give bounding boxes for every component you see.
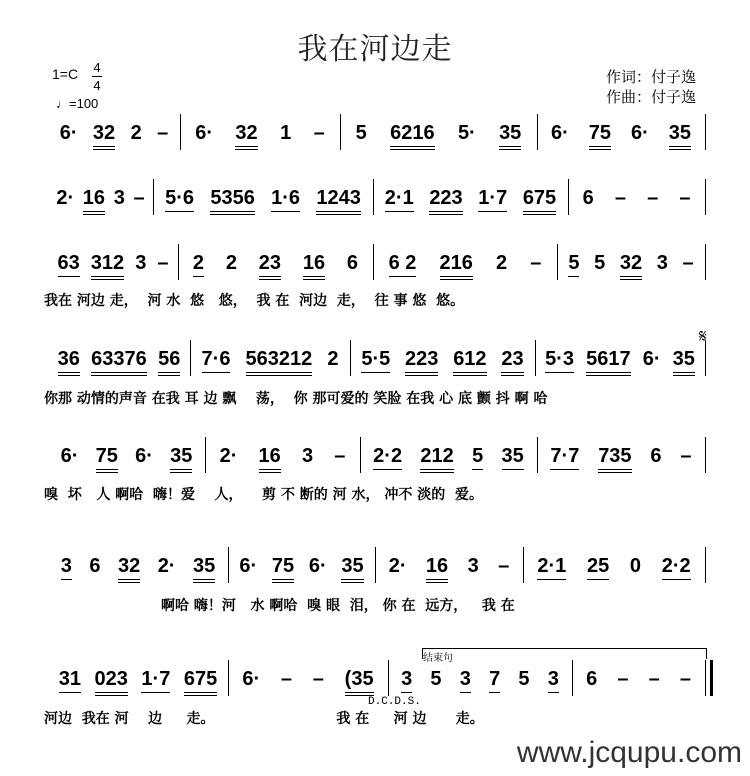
note-group: – [647, 187, 659, 209]
measure [541, 445, 701, 475]
segno-sign: 𝄋 [699, 326, 707, 346]
note-group: 3 [548, 668, 559, 693]
dcds-marking: D.C.D.S. [368, 696, 421, 708]
watermark: www.jcqupu.com [516, 736, 742, 769]
note-group: – [313, 122, 325, 144]
note-group: 6 2 [389, 252, 417, 277]
note-group: 6· [642, 348, 661, 370]
note-group: – [334, 445, 346, 467]
measure [377, 187, 564, 217]
song-title: 我在河边走 [297, 32, 453, 67]
ending-label: 结束句 [423, 653, 453, 664]
note-group: 5 [518, 668, 530, 690]
note-group: 35 [669, 122, 691, 150]
note-group: 32 [93, 122, 115, 150]
measure [157, 187, 369, 217]
note-group: 25 [587, 555, 609, 580]
note-group: 2· [388, 555, 407, 577]
note-group: 2· [56, 187, 75, 209]
note-group: 56 [158, 348, 180, 376]
tempo-marking: ♩=100 [56, 96, 99, 111]
note-group: 3 [401, 668, 412, 693]
note-group: 7·6 [202, 348, 231, 373]
bar-line [557, 244, 558, 280]
bar-line [537, 114, 538, 150]
note-group: – [312, 668, 324, 690]
bar-line [705, 179, 706, 215]
note-group: 7·7 [550, 445, 579, 470]
note-group: 675 [184, 668, 217, 696]
note-group: 23 [259, 252, 281, 280]
measure [572, 187, 701, 217]
note-group: 2 [327, 348, 339, 370]
bar-line [388, 660, 389, 696]
measure [52, 445, 201, 475]
measure [377, 252, 553, 282]
measure [52, 668, 224, 698]
note-group: – [617, 668, 629, 690]
score-system [48, 668, 708, 698]
note-group: 2·2 [373, 445, 402, 470]
bar-line [153, 179, 154, 215]
note-group: – [679, 668, 691, 690]
note-group: 223 [405, 348, 438, 376]
bar-line [523, 547, 524, 583]
note-group: – [614, 187, 626, 209]
measure [52, 122, 176, 152]
note-group: 5 [594, 252, 606, 274]
note-group: 6 [346, 252, 359, 274]
note-group: 6· [550, 122, 569, 144]
note-group: 16 [83, 187, 105, 215]
note-group: – [498, 555, 510, 577]
bar-line [705, 437, 706, 473]
measure [364, 445, 533, 475]
note-group: 2 [496, 252, 508, 274]
bar-line [535, 340, 536, 376]
note-group: 6· [308, 555, 327, 577]
note-group: 5·6 [165, 187, 194, 212]
ending-bracket [422, 648, 707, 664]
note-group: 3 [467, 555, 479, 577]
note-group: 023 [95, 668, 128, 696]
note-group: 36 [58, 348, 80, 376]
note-group: 35 [193, 555, 215, 583]
note-group: 5 [355, 122, 367, 144]
score-system [48, 252, 708, 282]
note-group: – [648, 668, 660, 690]
note-group: 23 [501, 348, 523, 376]
bar-line [350, 340, 351, 376]
note-group: 2·1 [385, 187, 414, 212]
note-group: 1·7 [478, 187, 507, 212]
note-group: 223 [429, 187, 462, 215]
measure [209, 445, 356, 475]
measure [561, 252, 701, 282]
note-group: – [157, 122, 169, 144]
bar-line [373, 179, 374, 215]
credits [606, 68, 696, 108]
measure [232, 668, 384, 698]
time-bottom: 4 [93, 78, 101, 93]
bar-line [568, 179, 569, 215]
note-group: 2· [219, 445, 238, 467]
lyric-line: 我在 河边 走， 河 水 悠 悠， 我 在 河边 走， 往 事 悠 悠。 [44, 293, 465, 309]
note-group: 3 [135, 252, 147, 274]
note-group: 6 [89, 555, 101, 577]
note-group: 6· [59, 122, 78, 144]
note-group: 2·2 [662, 555, 691, 580]
note-group: 6· [242, 668, 261, 690]
note-group: 216 [440, 252, 473, 280]
note-group: (35 [345, 668, 374, 696]
measure [52, 187, 149, 217]
note-group: 2·1 [537, 555, 566, 580]
time-divider [92, 76, 102, 77]
bar-line [228, 547, 229, 583]
bar-line [205, 437, 206, 473]
score-system [48, 445, 708, 475]
measure [194, 348, 346, 378]
lyric-line: 嗅 坏 人 啊哈 嗨！爱 人， 剪 不 断的 河 水， 冲不 淡的 爱。 [44, 487, 483, 503]
note-group: 563212 [246, 348, 313, 376]
note-group: 5 [568, 252, 579, 277]
note-group: – [280, 668, 293, 690]
note-group: 1 [280, 122, 292, 144]
note-group: 6· [195, 122, 213, 144]
measure [52, 555, 224, 585]
note-group: 35 [499, 122, 521, 150]
note-group: 35 [341, 555, 363, 583]
note-group: 6· [60, 445, 79, 467]
measure [182, 252, 369, 282]
measure [541, 122, 701, 152]
bar-line [705, 114, 706, 150]
bar-line [705, 244, 706, 280]
note-group: 35 [170, 445, 192, 473]
measure [392, 668, 568, 698]
note-group: – [133, 187, 145, 209]
measure [232, 555, 371, 585]
note-group: 32 [235, 122, 257, 150]
measure [52, 252, 174, 282]
lyric-line: 啊哈 嗨！河 水 啊哈 嗅 眼 泪， 你 在 远方， 我 在 [44, 598, 515, 614]
note-group: 6 [586, 668, 598, 690]
note-group: – [680, 445, 692, 467]
note-group: 16 [259, 445, 281, 473]
note-group: 5 [472, 445, 483, 470]
note-group: 6 [582, 187, 594, 209]
note-group: 16 [426, 555, 448, 583]
key-signature: 1=C [52, 66, 79, 82]
note-group: 6216 [390, 122, 435, 150]
note-group: 675 [523, 187, 556, 215]
note-group: 6· [135, 445, 153, 467]
measure [344, 122, 533, 152]
score-system [48, 187, 708, 217]
note-group: 2 [193, 252, 204, 277]
bar-line [190, 340, 191, 376]
note-group: 2 [225, 252, 237, 274]
time-signature [92, 60, 102, 93]
measure [52, 348, 186, 378]
note-group: 2· [157, 555, 176, 577]
note-group: 312 [91, 252, 124, 280]
note-group: 63 [58, 252, 80, 277]
note-group: 35 [673, 348, 695, 376]
note-group: 75 [272, 555, 294, 583]
note-group: 3 [61, 555, 72, 580]
note-group: 735 [598, 445, 631, 473]
score-system [48, 122, 708, 152]
note-group: 5·3 [545, 348, 574, 373]
score-system [48, 555, 708, 585]
measure [539, 348, 701, 378]
note-group: 1·7 [141, 668, 170, 693]
note-group: 6· [630, 122, 649, 144]
note-group: – [682, 252, 694, 274]
note-group: 7 [489, 668, 500, 693]
bar-line [228, 660, 229, 696]
note-group: 5· [457, 122, 476, 144]
measure [379, 555, 519, 585]
note-group: – [530, 252, 542, 274]
note-group: – [679, 187, 691, 209]
note-group: 1·6 [271, 187, 300, 212]
note-group: 3 [656, 252, 668, 274]
bar-line [705, 660, 713, 696]
note-group: 75 [589, 122, 611, 150]
bar-line [537, 437, 538, 473]
note-group: 612 [453, 348, 486, 376]
note-group: 35 [502, 445, 524, 470]
lyric-line: 河边 我在 河 边 走。 我 在 河 边 走。 [44, 711, 484, 727]
note-group: 5617 [586, 348, 631, 376]
note-group: 0 [629, 555, 642, 577]
measure [576, 668, 701, 698]
note-group: 3 [113, 187, 125, 209]
note-group: 2 [130, 122, 142, 144]
note-group: – [157, 252, 169, 274]
bar-line [373, 244, 374, 280]
score-system [48, 348, 708, 378]
measure [184, 122, 336, 152]
bar-line [705, 547, 706, 583]
note-group: 75 [96, 445, 118, 473]
note-group: 5356 [210, 187, 255, 215]
measure [527, 555, 701, 585]
note-group: 32 [118, 555, 140, 583]
measure [354, 348, 531, 378]
bar-line [360, 437, 361, 473]
bar-line [375, 547, 376, 583]
composer: 作曲：付子逸 [606, 89, 697, 106]
bar-line [572, 660, 573, 696]
time-top: 4 [93, 60, 101, 75]
note-group: 32 [620, 252, 642, 280]
bar-line [178, 244, 179, 280]
note-group: 5 [430, 668, 442, 690]
note-group: 6 [650, 445, 662, 467]
note-group: 5·5 [361, 348, 390, 373]
note-group: 6· [239, 555, 258, 577]
bar-line [340, 114, 341, 150]
note-group: 16 [303, 252, 325, 280]
note-group: 212 [420, 445, 453, 473]
note-group: 31 [59, 668, 81, 693]
note-group: 3 [460, 668, 471, 693]
lyricist: 作词：付子逸 [606, 69, 697, 86]
note-group: 63376 [91, 348, 147, 376]
note-group: 1243 [316, 187, 361, 215]
bar-line [180, 114, 181, 150]
note-group: 3 [301, 445, 314, 467]
lyric-line: 你那 动情的声音 在我 耳 边 飘 荡， 你 那可爱的 笑脸 在我 心 底 颤 抖 啊 哈 [44, 391, 548, 407]
